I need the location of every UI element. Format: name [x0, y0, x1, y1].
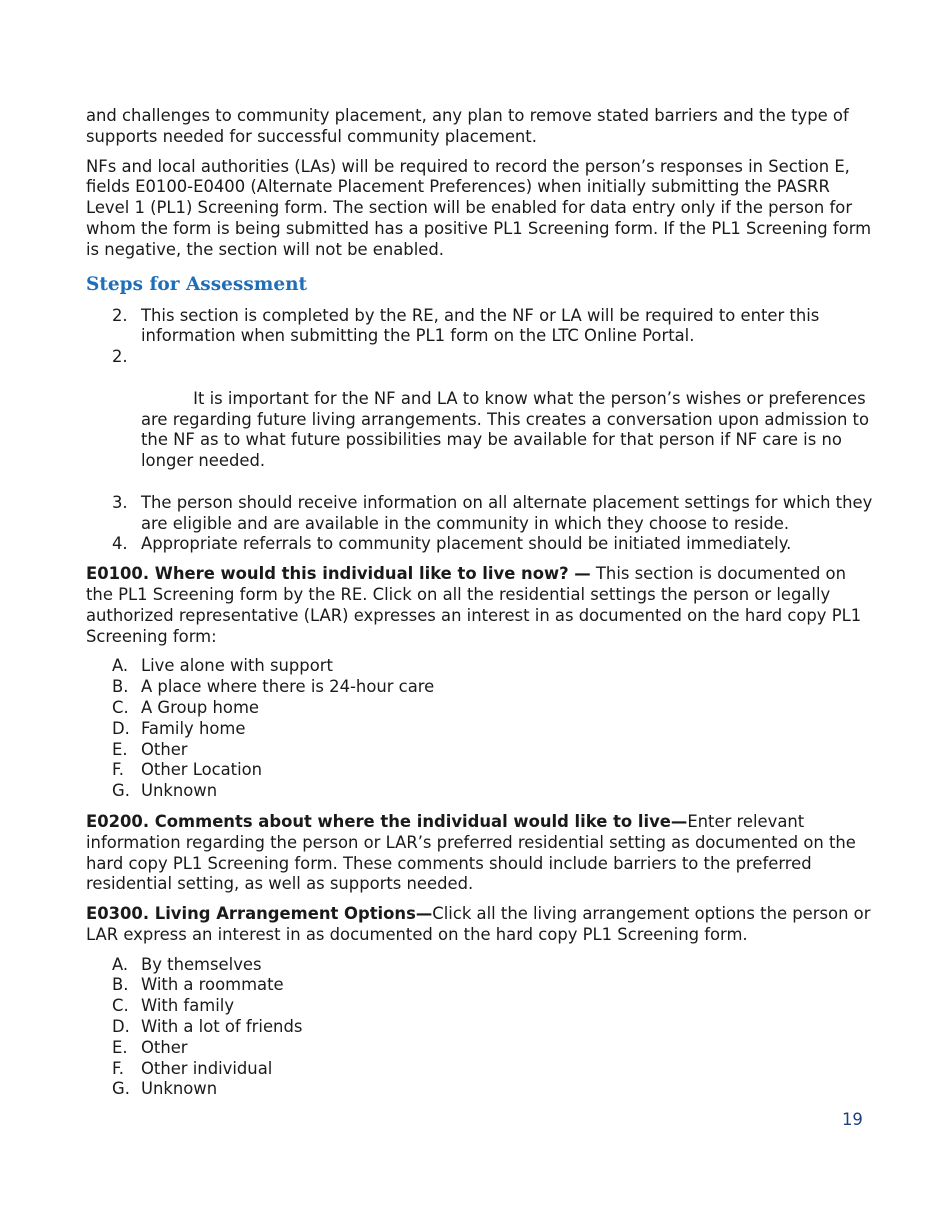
e0100-paragraph [86, 564, 876, 647]
e0100-option [86, 740, 876, 761]
list-item-text: The person should receive information on all alternate placement settings for which they are eligible and are available in the community in which they choose to reside. [141, 492, 873, 533]
list-marker: B. [112, 975, 129, 995]
e0300-option [86, 1038, 876, 1059]
steps-list-item [86, 493, 876, 535]
e0100-option [86, 760, 876, 781]
option-text: A Group home [141, 697, 259, 717]
list-marker: C. [112, 697, 129, 717]
option-text: Family home [141, 718, 246, 738]
option-text: Other [141, 739, 188, 759]
option-text: Other individual [141, 1058, 273, 1078]
option-text: Unknown [141, 781, 218, 801]
e0300-option [86, 955, 876, 976]
list-marker: A. [112, 954, 129, 974]
steps-list-item [86, 306, 876, 348]
e0100-text: This section is documented on the PL1 Screening form by the RE. Click on all the residential settings the person or legally authorized representative (LAR) expresses an interest in as documented on the hard copy PL1 Screening form: [86, 564, 862, 646]
list-marker: G. [112, 1079, 130, 1099]
option-text: Other Location [141, 760, 263, 780]
e0100-option [86, 719, 876, 740]
list-marker: G. [112, 781, 130, 801]
list-marker: F. [112, 760, 125, 780]
e0300-paragraph [86, 904, 876, 946]
e0100-option [86, 698, 876, 719]
page-number: 19 [842, 1110, 863, 1129]
option-text: With a lot of friends [141, 1017, 303, 1037]
option-text: Other [141, 1037, 188, 1057]
e0300-option [86, 996, 876, 1017]
e0200-text: Enter relevant information regarding the person or LAR’s preferred residential setting as documented on the hard copy PL1 Screening form. These comments should include barriers to the preferred residential setting, as well as supports needed. [86, 811, 856, 894]
option-text: A place where there is 24-hour care [141, 677, 435, 697]
list-item-text: This section is completed by the RE, and the NF or LA will be required to enter this information when submitting the PL1 form on the LTC Online Portal. [141, 305, 820, 346]
steps-heading: Steps for Assessment [86, 273, 308, 295]
option-text: With family [141, 996, 235, 1016]
steps-list-item [86, 347, 876, 493]
list-marker: F. [112, 1058, 125, 1078]
list-marker: E. [112, 1037, 128, 1057]
list-marker: 4. [112, 534, 128, 554]
list-marker: C. [112, 996, 129, 1016]
e0100-options-list [86, 656, 876, 802]
option-text: Live alone with support [141, 656, 333, 676]
option-text: By themselves [141, 954, 262, 974]
list-marker: E. [112, 739, 128, 759]
e0300-text: Click all the living arrangement options the person or LAR express an interest in as documented on the hard copy PL1 Screening form. [86, 904, 871, 944]
intro-paragraph-continued: and challenges to community placement, any plan to remove stated barriers and the type of supports needed for successful community placement. [86, 106, 849, 146]
list-marker: 2. [112, 305, 128, 325]
intro-paragraph-section-e: NFs and local authorities (LAs) will be required to record the person’s responses in Section E, fields E0100-E0400 (Alternate Placement Preferences) when initially submitting the PASRR Level 1 (PL1) Screening form. The section will be enabled for data entry only if the person for whom the form is being submitted has a positive PL1 Screening form. If the PL1 Screening form is negative, the section will not be enabled. [86, 156, 872, 259]
list-marker: D. [112, 718, 130, 738]
list-marker: 2. [112, 347, 128, 367]
e0300-label: E0300. Living Arrangement Options— [86, 904, 433, 924]
list-item-text: Appropriate referrals to community placement should be initiated immediately. [141, 534, 792, 554]
list-marker: B. [112, 677, 129, 697]
e0300-options-list [86, 955, 876, 1101]
e0300-option [86, 1017, 876, 1038]
list-marker: D. [112, 1017, 130, 1037]
e0100-label: E0100. Where would this individual like to live now? — [86, 564, 591, 584]
list-marker: 3. [112, 492, 128, 512]
e0100-option [86, 677, 876, 698]
e0200-paragraph [86, 812, 876, 895]
steps-list-item [86, 534, 876, 555]
e0100-option [86, 781, 876, 802]
e0300-option [86, 975, 876, 996]
list-item-text: It is important for the NF and LA to know what the person’s wishes or preferences are regarding future living arrangements. This creates a conversation upon admission to the NF as to what future possibilities may be available for that person if NF care is no longer needed. [141, 388, 875, 471]
steps-list [86, 306, 876, 556]
list-marker: A. [112, 656, 129, 676]
e0300-option [86, 1059, 876, 1080]
option-text: Unknown [141, 1079, 218, 1099]
e0300-option [86, 1079, 876, 1100]
option-text: With a roommate [141, 975, 284, 995]
e0200-label: E0200. Comments about where the individual would like to live— [86, 811, 688, 831]
e0100-option [86, 656, 876, 677]
page-content [86, 106, 876, 1110]
